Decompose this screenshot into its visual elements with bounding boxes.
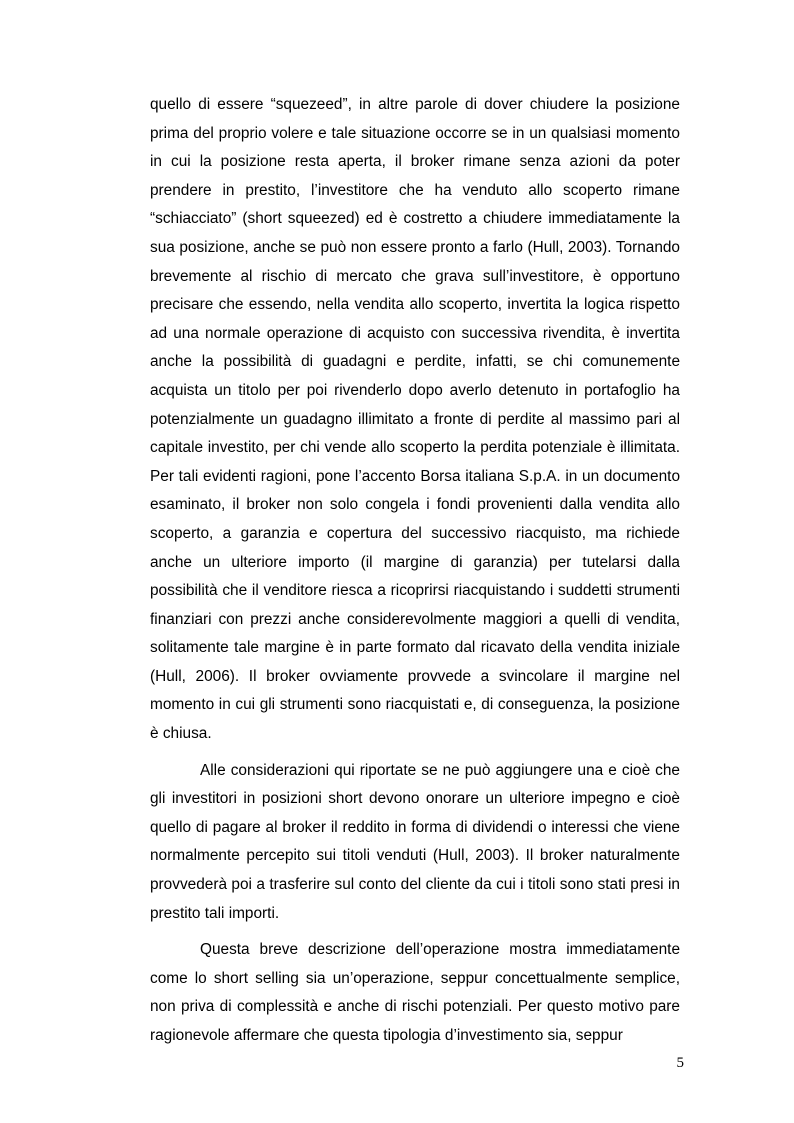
paragraph-1: quello di essere “squezeed”, in altre parole di dover chiudere la posizione prima del proprio volere e tale situazione occorre se in un qualsiasi momento in cui la posizione resta aperta, il broker rimane senza azioni da poter prendere in prestito, l’investitore che ha venduto allo scoperto rimane “schiacciato” (short squeezed) ed è costretto a chiudere immediatamente la sua posizione, anche se può non essere pronto a farlo (Hull, 2003). Tornando brevemente al rischio di mercato che grava sull’investitore, è opportuno precisare che essendo, nella vendita allo scoperto, invertita la logica rispetto ad una normale operazione di acquisto con successiva rivendita, è invertita anche la possibilità di guadagni e perdite, infatti, se chi comunemente acquista un titolo per poi rivenderlo dopo averlo detenuto in portafoglio ha potenzialmente un guadagno illimitato a fronte di perdite al massimo pari al capitale investito, per chi vende allo scoperto la perdita potenziale è illimitata. Per tali evidenti ragioni, pone l’accento Borsa italiana S.p.A. in un documento esaminato, il broker non solo congela i fondi provenienti dalla vendita allo scoperto, a garanzia e copertura del successivo riacquisto, ma richiede anche un ulteriore importo (il margine di garanzia) per tutelarsi dalla possibilità che il venditore riesca a ricoprirsi riacquistando i suddetti strumenti finanziari con prezzi anche considerevolmente maggiori a quelli di vendita, solitamente tale margine è in parte formato dal ricavato della vendita iniziale (Hull, 2006). Il broker ovviamente provvede a svincolare il margine nel momento in cui gli strumenti sono riacquistati e, di conseguenza, la posizione è chiusa. [150, 96, 680, 743]
paragraph-3: Questa breve descrizione dell’operazione mostra immediatamente come lo short selling sia un’operazione, seppur concettualmente semplice, non priva di complessità e anche di rischi potenziali. Per questo motivo pare ragionevole affermare che questa tipologia d’investimento sia, seppur [150, 941, 680, 1044]
paragraph-2: Alle considerazioni qui riportate se ne può aggiungere una e cioè che gli investitori in posizioni short devono onorare un ulteriore impegno e cioè quello di pagare al broker il reddito in forma di dividendi o interessi che viene normalmente percepito sui titoli venduti (Hull, 2003). Il broker naturalmente provvederà poi a trasferire sul conto del cliente da cui i titoli sono stati presi in prestito tali importi. [150, 761, 680, 922]
page-number: 5 [676, 1055, 684, 1071]
body-text [150, 91, 680, 1051]
